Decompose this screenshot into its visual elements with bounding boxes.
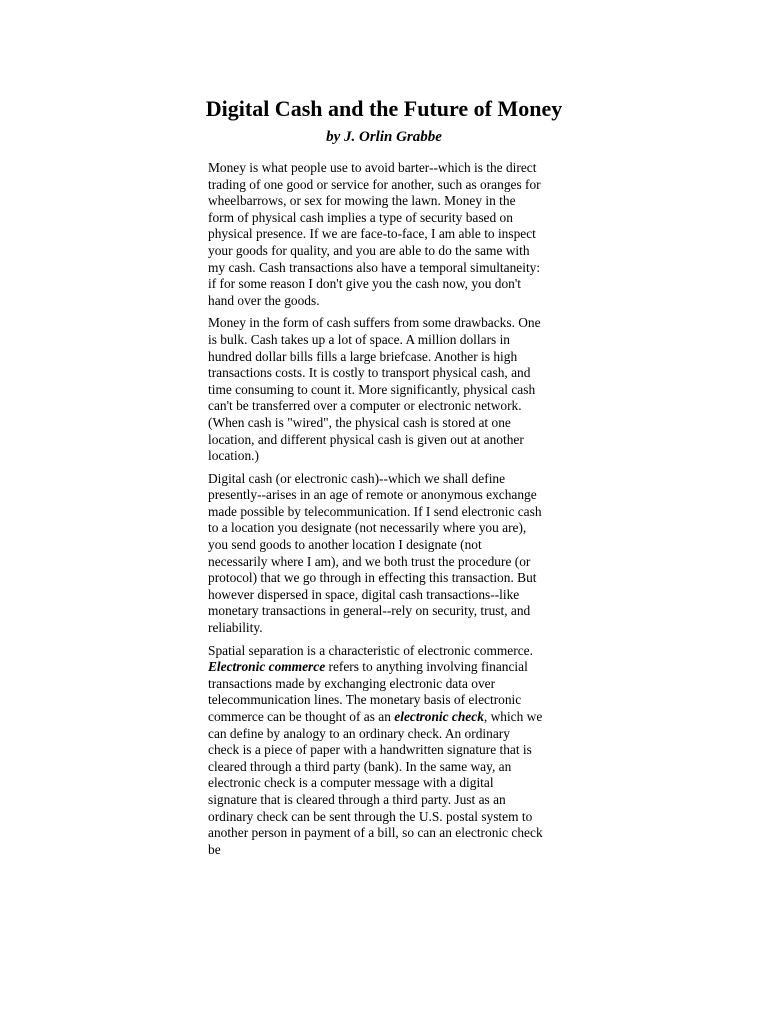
author-byline: by J. Orlin Grabbe — [326, 129, 442, 145]
document-title: Digital Cash and the Future of Money — [205, 96, 563, 121]
paragraph-barter: Money is what people use to avoid barter--which is the direct trading of one good or service for another, such as oranges for wheelbarrows, or sex for mowing the lawn. Money in the form of physical cash implies a type of security based on physical presence. If we are face-to-face, I am able to inspect your goods for quality, and you are able to do the same with my cash. Cash transactions also have a temporal simultaneity: if for some reason I don't give you the cash now, you don't hand over the goods. — [208, 160, 541, 308]
paragraph-cash-drawbacks: Money in the form of cash suffers from some drawbacks. One is bulk. Cash takes up a lot of space. A million dollars in hundred dollar bills fills a large briefcase. Another is high transactions costs. It is costly to transport physical cash, and time consuming to count it. More significantly, physical cash can't be transferred over a computer or electronic network. (When cash is "wired", the physical cash is stored at one location, and different physical cash is given out at another location.) — [208, 315, 541, 464]
term-electronic-commerce: Electronic commerce — [208, 659, 326, 675]
article-body — [208, 160, 543, 864]
paragraph-segment: Spatial separation is a characteristic of electronic commerce. — [208, 642, 533, 658]
paragraph-digital-cash: Digital cash (or electronic cash)--which we shall define presently--arises in an age of remote or anonymous exchange made possible by telecommunication. If I send electronic cash to a location you designate (not necessarily where you are), you send goods to another location I designate (not necessarily where I am), and we both trust the procedure (or protocol) that we go through in effecting this transaction. But however dispersed in space, digital cash transactions--like monetary transactions in general--rely on security, trust, and reliability. — [208, 470, 542, 636]
paragraph-segment: refers to anything involving financial transactions made by exchanging electronic data over telecommunication lines. The monetary basis of electronic commerce can be thought of as an — [208, 659, 528, 724]
paragraph-electronic-commerce — [208, 643, 543, 859]
paragraph-segment: , which we can define by analogy to an ordinary check. An ordinary check is a piece of paper with a handwritten signature that is cleared through a third party (bank). In the same way, an electronic check is a computer message with a digital signature that is cleared through a third party. Just as an ordinary check can be sent through the U.S. postal system to another person in payment of a bill, so can an electronic check be — [208, 709, 543, 857]
term-electronic-check: electronic check — [394, 709, 484, 724]
